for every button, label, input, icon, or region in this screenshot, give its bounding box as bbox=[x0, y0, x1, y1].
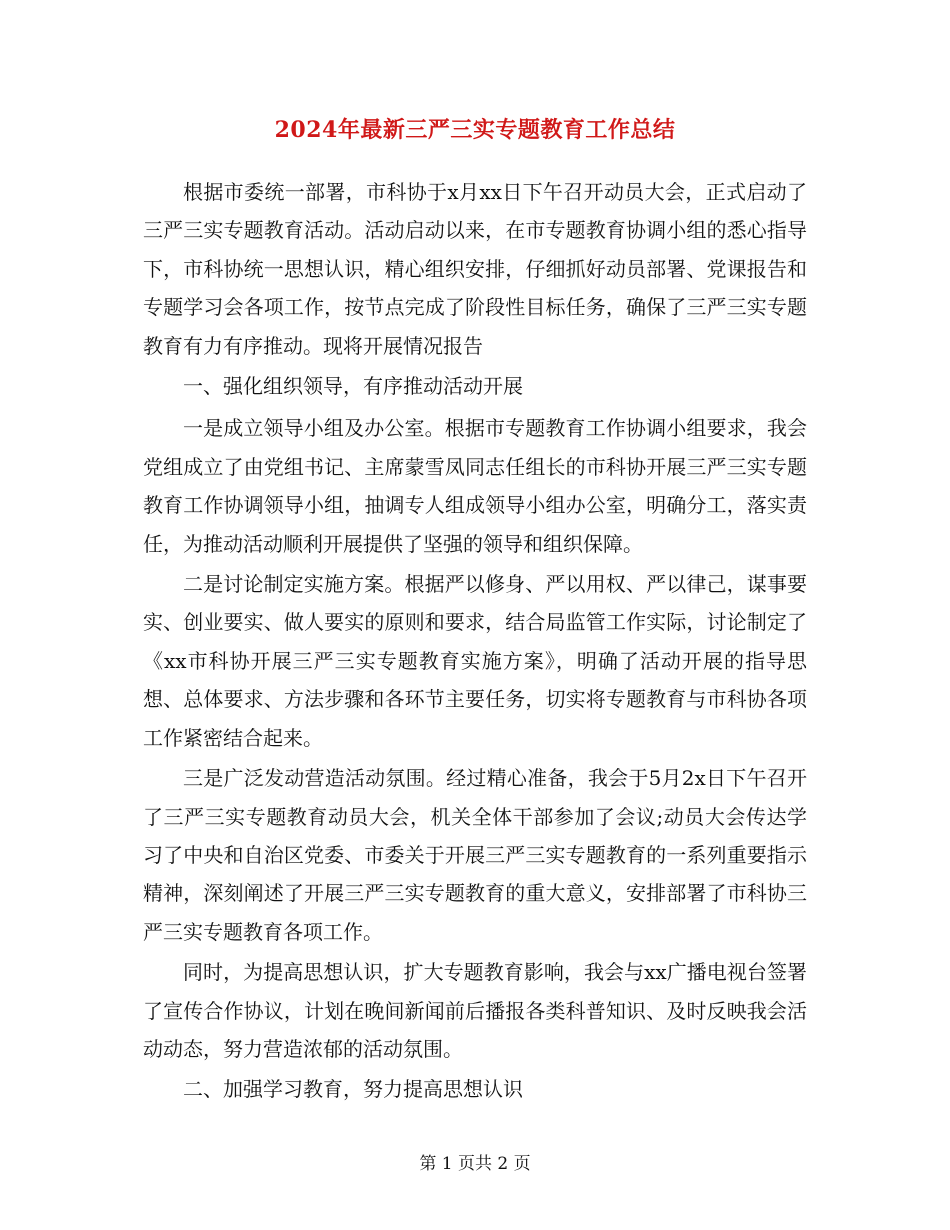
section-heading-2: 二、加强学习教育，努力提高思想认识 bbox=[183, 1077, 523, 1102]
document-title: 2024年最新三严三实专题教育工作总结 bbox=[274, 117, 676, 143]
page-number-footer: 第 1 页共 2 页 bbox=[419, 1154, 531, 1174]
paragraph-intro: 根据市委统一部署，市科协于x月xx日下午召开动员大会，正式启动了三严三实专题教育活动。活动启动以来，在市专题教育协调小组的悉心指导下，市科协统一思想认识，精心组织安排，仔细抓好动员部署、党课报告和专题学习会各项工作，按节点完成了阶段性目标任务，确保了三严三实专题教育有力有序推动。现将开展情况报告 bbox=[143, 180, 807, 358]
section-heading-1: 一、强化组织领导，有序推动活动开展 bbox=[183, 374, 523, 399]
paragraph-implementation-plan: 二是讨论制定实施方案。根据严以修身、严以用权、严以律己，谋事要实、创业要实、做人要实的原则和要求，结合局监管工作实际，讨论制定了《xx市科协开展三严三实专题教育实施方案》，明确了活动开展的指导思想、总体要求、方法步骤和各环节主要任务，切实将专题教育与市科协各项工作紧密结合起来。 bbox=[143, 572, 807, 750]
paragraph-leading-group: 一是成立领导小组及办公室。根据市专题教育工作协调小组要求，我会党组成立了由党组书记、主席蒙雪凤同志任组长的市科协开展三严三实专题教育工作协调领导小组，抽调专人组成领导小组办公室，明确分工，落实责任，为推动活动顺利开展提供了坚强的领导和组织保障。 bbox=[143, 416, 807, 556]
document-body bbox=[143, 173, 807, 1113]
paragraph-publicity: 同时，为提高思想认识，扩大专题教育影响，我会与xx广播电视台签署了宣传合作协议，计划在晚间新闻前后播报各类科普知识、及时反映我会活动动态，努力营造浓郁的活动氛围。 bbox=[143, 960, 807, 1061]
paragraph-mobilization: 三是广泛发动营造活动氛围。经过精心准备，我会于5月2x日下午召开了三严三实专题教育动员大会，机关全体干部参加了会议;动员大会传达学习了中央和自治区党委、市委关于开展三严三实专题教育的一系列重要指示精神，深刻阐述了开展三严三实专题教育的重大意义，安排部署了市科协三严三实专题教育各项工作。 bbox=[143, 766, 807, 944]
